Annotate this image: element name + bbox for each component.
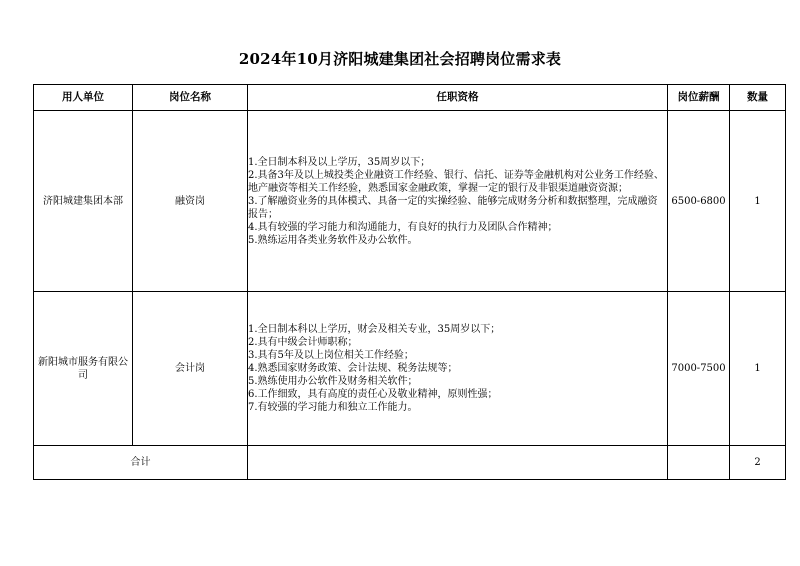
cell-requirements — [248, 111, 668, 292]
cell-salary: 7000-7500 — [668, 292, 730, 446]
cell-unit: 新阳城市服务有限公司 — [34, 292, 133, 446]
requirement-line: 7.有较强的学习能力和独立工作能力。 — [248, 402, 418, 413]
requirement-line: 4.具有较强的学习能力和沟通能力，有良好的执行力及团队合作精神； — [248, 221, 558, 233]
header-requirements: 任职资格 — [248, 85, 668, 111]
total-row — [34, 446, 786, 480]
cell-count: 1 — [730, 292, 786, 446]
total-count: 2 — [730, 446, 786, 480]
header-position: 岗位名称 — [133, 85, 248, 111]
cell-count: 1 — [730, 111, 786, 292]
requirement-line: 3.了解融资业务的具体模式、具备一定的实操经验、能够完成财务分析和数据整理，完成融资报告； — [248, 195, 658, 220]
header-salary: 岗位薪酬 — [668, 85, 730, 111]
recruitment-table — [33, 84, 786, 480]
cell-position: 会计岗 — [133, 292, 248, 446]
requirement-line: 4.熟悉国家财务政策、会计法规、税务法规等； — [248, 363, 458, 374]
requirement-line: 3.具有5年及以上岗位相关工作经验； — [248, 350, 414, 361]
requirement-line: 1.全日制本科及以上学历，35周岁以下； — [248, 156, 431, 168]
total-empty-requirements — [248, 446, 668, 480]
requirement-line: 2.具备3年及以上城投类企业融资工作经验、银行、信托、证券等金融机构对公业务工作经验、地产融资等相关工作经验，熟悉国家金融政策，掌握一定的银行及非银渠道融资资源； — [248, 169, 664, 194]
header-unit: 用人单位 — [34, 85, 133, 111]
page-title: 2024年10月济阳城建集团社会招聘岗位需求表 — [238, 50, 562, 68]
header-count: 数量 — [730, 85, 786, 111]
requirement-line: 1.全日制本科以上学历，财会及相关专业，35周岁以下； — [248, 324, 501, 335]
total-label: 合计 — [34, 446, 248, 480]
requirement-line: 5.熟练运用各类业务软件及办公软件。 — [248, 234, 418, 246]
table-header-row — [34, 85, 786, 111]
table-row — [34, 292, 786, 446]
total-empty-salary — [668, 446, 730, 480]
requirement-line: 5.熟练使用办公软件及财务相关软件； — [248, 376, 418, 387]
cell-unit: 济阳城建集团本部 — [34, 111, 133, 292]
requirement-line: 6.工作细致，具有高度的责任心及敬业精神，原则性强； — [248, 389, 498, 400]
cell-position: 融资岗 — [133, 111, 248, 292]
requirement-line: 2.具有中级会计师职称； — [248, 337, 358, 348]
cell-requirements — [248, 292, 668, 446]
cell-salary: 6500-6800 — [668, 111, 730, 292]
table-row — [34, 111, 786, 292]
